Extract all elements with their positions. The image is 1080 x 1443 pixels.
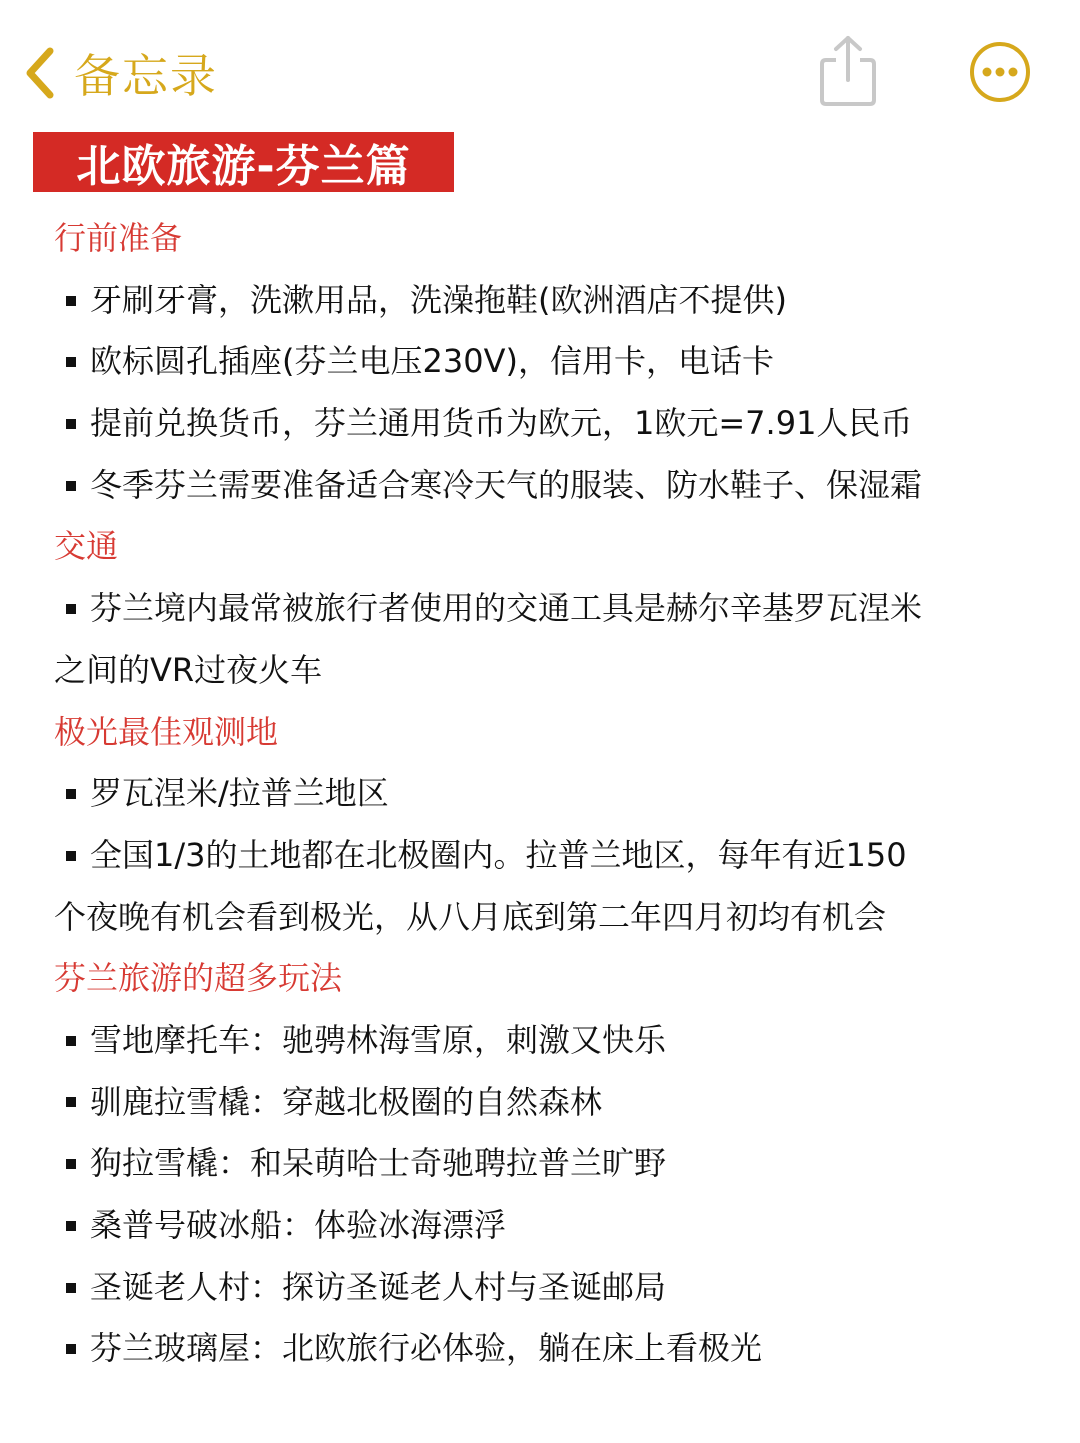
bullet-square-icon [66,296,76,306]
bullet-item [54,270,1044,332]
ellipsis-circle-icon[interactable] [968,40,1032,104]
bullet-item [54,825,1044,887]
bullet-item [54,331,1044,393]
bullet-square-icon [66,1159,76,1169]
bullet-item [54,1010,1044,1072]
item-text: 牙刷牙膏，洗漱用品，洗澡拖鞋(欧洲酒店不提供) [90,280,787,319]
navigation-bar [0,0,1080,130]
section-heading: 行前准备 [54,219,183,257]
item-text: 驯鹿拉雪橇：穿越北极圈的自然森林 [90,1082,603,1121]
bullet-item [54,1318,1044,1380]
back-label: 备忘录 [74,49,218,103]
bullet-square-icon [66,1036,76,1046]
share-icon[interactable] [812,30,884,110]
bullet-square-icon [66,1097,76,1107]
item-text: 圣诞老人村：探访圣诞老人村与圣诞邮局 [90,1267,667,1306]
item-text: 个夜晚有机会看到极光，从八月底到第二年四月初均有机会 [54,897,887,936]
bullet-square-icon [66,789,76,799]
item-text: 冬季芬兰需要准备适合寒冷天气的服装、防水鞋子、保湿霜 [90,465,923,504]
bullet-square-icon [66,1221,76,1231]
item-text: 罗瓦涅米/拉普兰地区 [90,774,389,813]
bullet-square-icon [66,604,76,614]
note-title-banner [33,132,454,192]
bullet-item [54,1133,1044,1195]
bullet-item [54,763,1044,825]
item-text: 芬兰玻璃屋：北欧旅行必体验，躺在床上看极光 [90,1329,763,1368]
bullet-item [54,455,1044,517]
note-body[interactable] [54,208,1044,1380]
section-heading: 芬兰旅游的超多玩法 [54,959,343,998]
item-text: 芬兰境内最常被旅行者使用的交通工具是赫尔辛基罗瓦涅米 [90,589,923,628]
item-text: 欧标圆孔插座(芬兰电压230V)，信用卡，电话卡 [90,342,774,381]
bullet-square-icon [66,1283,76,1293]
continuation-line [54,640,1044,702]
section-heading: 极光最佳观测地 [54,712,279,751]
bullet-item [54,578,1044,640]
item-text: 狗拉雪橇：和呆萌哈士奇驰聘拉普兰旷野 [90,1144,667,1183]
item-text: 桑普号破冰船：体验冰海漂浮 [90,1206,507,1244]
item-text: 提前兑换货币，芬兰通用货币为欧元，1欧元=7.91人民币 [90,404,913,443]
item-text: 之间的VR过夜火车 [54,650,323,689]
note-title: 北欧旅游-芬兰篇 [76,141,411,192]
bullet-square-icon [66,851,76,861]
continuation-line [54,887,1044,949]
item-text: 全国1/3的土地都在北极圈内。拉普兰地区，每年有近150 [90,835,907,874]
bullet-square-icon [66,481,76,491]
bullet-item [54,1257,1044,1319]
section-heading: 交通 [54,527,119,566]
bullet-item [54,1195,1044,1257]
bullet-square-icon [66,357,76,367]
item-text: 雪地摩托车：驰骋林海雪原，刺激又快乐 [90,1020,667,1059]
bullet-square-icon [66,1344,76,1354]
bullet-square-icon [66,419,76,429]
back-button[interactable] [20,38,218,108]
bullet-item [54,1072,1044,1134]
bullet-item [54,393,1044,455]
chevron-left-icon [20,43,60,103]
